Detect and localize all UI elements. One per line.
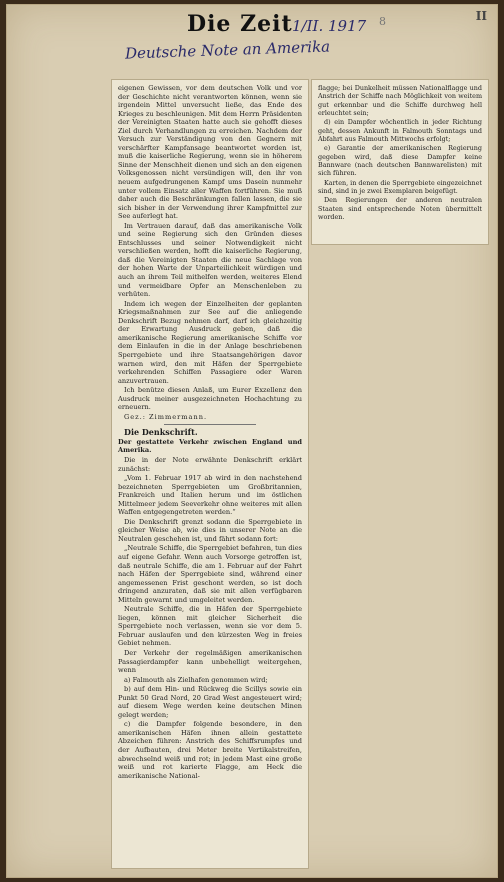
handwritten-subtitle: Deutsche Note an Amerika <box>124 37 331 63</box>
intro-paragraph: Indem ich wegen der Einzelheiten der geplanten Kriegsmaßnahmen zur See auf die anliegende Denkschrift Bezug nehmen darf, darf ich gleichzeitig der Erwartung Ausdruck geben, daß die amerikanische Regierung amerikanische Schiffe vor dem Einlaufen in die in der Anlage beschriebenen Sperrgebiete und ihre Staatsangehörigen davor warnen wird, den mit Häfen der Sperrgebiete verkehrenden Schiffen Passagiere oder Waren anzuvertrauen. <box>118 299 302 385</box>
memo-paragraph: „Vom 1. Februar 1917 ab wird in den nachstehend bezeichneten Sperrgebieten um Großbritannien, Frankreich und Italien herum und im östlichen Mittelmeer jedem Seeverkehr ohne weiteres mit allen Waffen entgegengetreten werden.“ <box>118 474 302 517</box>
pencil-mark: 8 <box>379 15 386 28</box>
side-paragraph: e) Garantie der amerikanischen Regierung gegeben wird, daß diese Dampfer keine Bannware (nach deutschen Bannwarelisten) mit sich führen. <box>318 144 482 178</box>
memo-paragraph: „Neutrale Schiffe, die Sperrgebiet befahren, tun dies auf eigene Gefahr. Wenn auch Vorsorge getroffen ist, daß neutrale Schiffe, die am 1. Februar auf der Fahrt nach Häfen der Sperrgebiete sind, während einer angemessenen Frist geschont werden, so ist doch dringend anzuraten, daß sie mit allen verfügbaren Mitteln gewarnt und umgeleitet werden. <box>118 544 302 604</box>
side-paragraph: d) ein Dampfer wöchentlich in jeder Richtung geht, dessen Ankunft in Falmouth Sonntags und Abfahrt aus Falmouth Mittwochs erfolgt; <box>318 118 482 144</box>
page-number-mark: II <box>475 9 487 23</box>
memo-paragraph: b) auf dem Hin- und Rückweg die Scillys sowie ein Punkt 50 Grad Nord, 20 Grad West angesteuert wird; auf diesem Wege werden keine deutschen Minen gelegt werden; <box>118 685 302 719</box>
side-paragraph: Karten, in denen die Sperrgebiete eingezeichnet sind, sind in je zwei Exemplaren beigefügt. <box>318 178 482 196</box>
memo-paragraph: a) Falmouth als Zielhafen genommen wird; <box>124 675 268 684</box>
signature: Gez.: Zimmermann. <box>124 412 208 421</box>
memo-paragraph: Der Verkehr der regelmäßigen amerikanischen Passagierdampfer kann unbehelligt weitergehen, wenn <box>118 649 302 675</box>
side-paragraph: flagge; bei Dunkelheit müssen Nationalflagge und Anstrich der Schiffe nach Möglichkeit von weitem gut erkennbar und die Schiffe durchweg hell erleuchtet sein; <box>318 84 482 118</box>
memo-paragraph: c) die Dampfer folgende besondere, in den amerikanischen Häfen ihnen allein gestattete Abzeichen führen: Anstrich des Schiffsrumpfes und der Aufbauten, drei Meter breite Vertikalstreifen, abwechselnd weiß und rot; in jedem Mast eine große weiß und rot karierte Flagge, am Heck die amerikanische National- <box>118 720 302 780</box>
memo-paragraph: Die in der Note erwähnte Denkschrift erklärt zunächst: <box>118 455 302 473</box>
intro-paragraph: Ich benütze diesen Anlaß, um Eurer Exzellenz den Ausdruck meiner ausgezeichneten Hochachtung zu erneuern. <box>118 386 302 412</box>
side-clipping <box>311 79 489 245</box>
intro-paragraph: Im Vertrauen darauf, daß das amerikanische Volk und seine Regierung sich den Gründen dieses Entschlusses und seiner Notwendigkeit nicht verschließen werden, hofft die kaiserliche Regierung, daß die Vereinigten Staaten die neue Sachlage von der hohen Warte der Unparteilichkeit würdigen und auch an ihrem Teil mithelfen werden, weiteres Elend und vermeidbare Opfer an Menschenleben zu verhüten. <box>118 221 302 299</box>
intro-paragraph: eigenen Gewissen, vor dem deutschen Volk und vor der Geschichte nicht verantworten können, wenn sie irgendein Mittel unversucht ließe, das Ende des Krieges zu beschleunigen. Mit dem Herrn Präsidenten der Vereinigten Staaten hatte auch sie gehofft dieses Ziel durch Verhandlungen zu erreichen. Nachdem der Versuch zur Verständigung von den Gegnern mit verschärfter Kampfansage beantwortet worden ist, muß die kaiserliche Regierung, wenn sie in höherem Sinne der Menschheit dienen und sich an den eigenen Volksgenossen nicht versündigen will, den ihr von neuem aufgedrungenen Kampf ums Dasein nunmehr unter vollem Einsatz aller Waffen fortführen. Sie muß daher auch die Beschränkungen fallen lassen, die sie sich bisher in der Verwendung ihrer Kampfmittel zur See auferlegt hat. <box>118 84 302 221</box>
main-clipping <box>111 79 309 869</box>
scrapbook-page <box>6 4 498 878</box>
memo-paragraph: Die Denkschrift grenzt sodann die Sperrgebiete in gleicher Weise ab, wie dies in unserer Note an die Neutralen geschehen ist, und fährt sodann fort: <box>118 517 302 543</box>
newspaper-masthead: Die Zeit <box>187 11 293 37</box>
side-paragraph: Den Regierungen der anderen neutralen Staaten sind entsprechende Noten übermittelt worden. <box>318 196 482 222</box>
handwritten-date: 1/II. 1917 <box>292 17 367 35</box>
section-heading: Die Denkschrift. <box>124 427 198 438</box>
section-subheading: Der gestattete Verkehr zwischen England und Amerika. <box>118 437 302 455</box>
memo-paragraph: Neutrale Schiffe, die in Häfen der Sperrgebiete liegen, können mit gleicher Sicherheit die Sperrgebiete noch verlassen, wenn sie vor dem 5. Februar auslaufen und den kürzesten Weg in freies Gebiet nehmen. <box>118 605 302 648</box>
separator-line <box>164 424 256 425</box>
